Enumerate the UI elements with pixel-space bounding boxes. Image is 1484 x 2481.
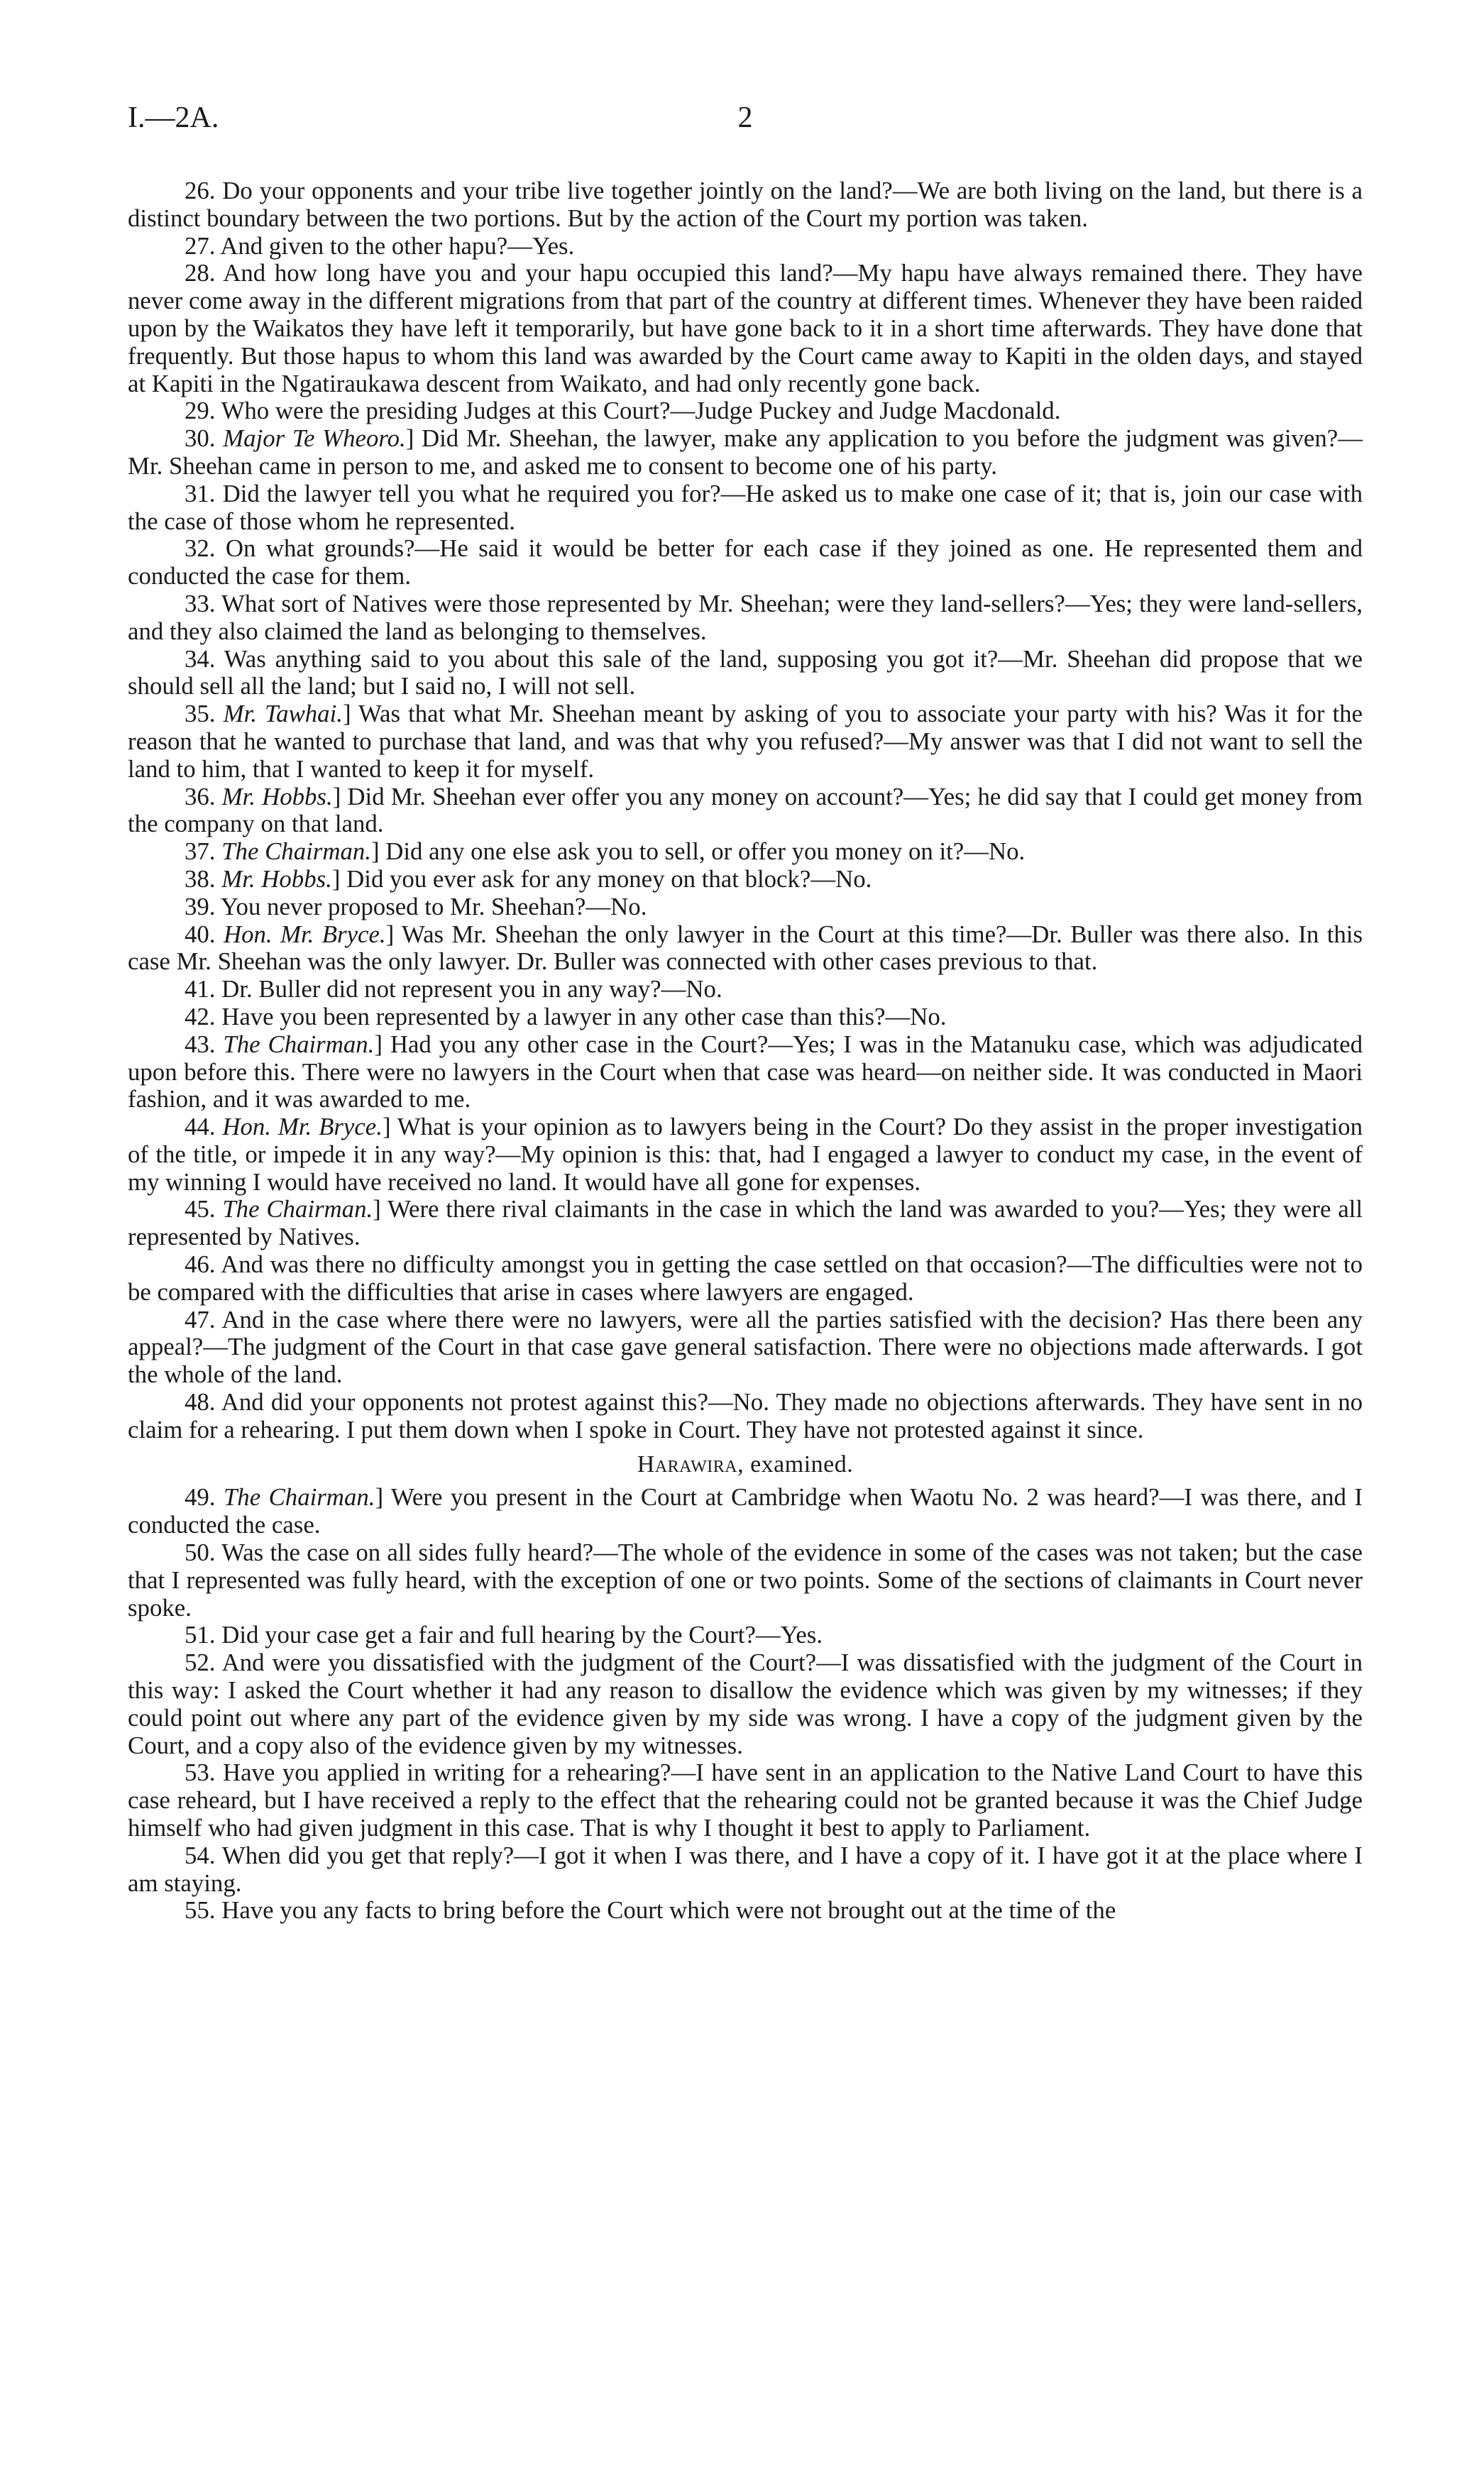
- speaker-bracket: ]: [342, 700, 358, 728]
- minutes-before-section: [128, 177, 1363, 1444]
- speaker-name: Mr. Hobbs.: [221, 782, 333, 810]
- question-paragraph: 54. When did you get that reply?—I got it when I was there, and I have a copy of it. I have got it at the place where I am staying.: [128, 1841, 1363, 1897]
- question-number: 36.: [185, 782, 222, 810]
- question-paragraph: [128, 425, 1363, 480]
- question-paragraph: 55. Have you any facts to bring before the Court which were not brought out at the time of the: [185, 1896, 1116, 1925]
- section-heading-suffix: , examined.: [737, 1451, 854, 1478]
- question-text: Were you present in the Court at Cambridge when Waotu No. 2 was heard?—I was there, and I conducted the case.: [128, 1483, 1363, 1539]
- question-text: Did Mr. Sheehan, the lawyer, make any application to you before the judgment was given?—Mr. Sheehan came in person to me, and asked me to consent to become one of his party.: [128, 424, 1363, 480]
- question-paragraph: 33. What sort of Natives were those represented by Mr. Sheehan; were they land-sellers?—Yes; they were land-sellers, and they also claimed the land as belonging to themselves.: [128, 589, 1363, 645]
- question-paragraph: [128, 700, 1363, 783]
- question-text: Were there rival claimants in the case in which the land was awarded to you?—Yes; they were all represented by Natives.: [128, 1195, 1363, 1251]
- question-paragraph: [128, 1031, 1363, 1113]
- question-text: Did any one else ask you to sell, or offer you money on it?—No.: [385, 837, 1026, 866]
- speaker-bracket: ]: [374, 1030, 390, 1058]
- question-paragraph: 29. Who were the presiding Judges at this Court?—Judge Puckey and Judge Macdonald.: [185, 397, 1061, 425]
- question-number: 30.: [185, 424, 224, 453]
- question-paragraph: [128, 838, 1363, 866]
- question-text: Did Mr. Sheehan ever offer you any money on account?—Yes; he did say that I could get money from the company on that land.: [128, 782, 1363, 838]
- witness-name: Harawira: [637, 1451, 738, 1478]
- document-reference: I.—2A.: [128, 101, 219, 134]
- speaker-name: Mr. Tawhai.: [223, 700, 343, 728]
- question-text: What is your opinion as to lawyers being in the Court? Do they assist in the proper investigation of the title, or impede it in any way?—My opinion is this: that, had I engaged a lawyer to conduct my case, in the event of my winning I would have received no land. It would have all gone for expenses.: [128, 1113, 1363, 1196]
- question-paragraph: 42. Have you been represented by a lawyer in any other case than this?—No.: [185, 1002, 947, 1030]
- page-number: 2: [737, 101, 753, 134]
- question-text: Was Mr. Sheehan the only lawyer in the Court at this time?—Dr. Buller was there also. In this case Mr. Sheehan was the only lawyer. Dr. Buller was connected with other cases previous to that.: [128, 920, 1363, 976]
- speaker-bracket: ]: [385, 920, 402, 948]
- section-heading: [128, 1451, 1363, 1479]
- question-paragraph: [128, 1196, 1363, 1251]
- question-paragraph: 32. On what grounds?—He said it would be better for each case if they joined as one. He represented them and conducted the case for them.: [128, 534, 1363, 590]
- question-text: Was that what Mr. Sheehan meant by asking of you to associate your party with his? Was it for the reason that he wanted to purchase that land, and was that why you refused?—My answer was that I did not want to sell the land to him, that I wanted to keep it for myself.: [128, 700, 1363, 783]
- question-paragraph: [128, 866, 1363, 893]
- question-paragraph: [128, 1484, 1363, 1539]
- page-header: [128, 101, 1363, 143]
- speaker-name: The Chairman.: [223, 1483, 375, 1512]
- question-text: Did you ever ask for any money on that block?—No.: [346, 864, 872, 893]
- question-paragraph: 50. Was the case on all sides fully heard?—The whole of the evidence in some of the cases was not taken; but the case that I represented was fully heard, with the exception of one or two points. Some of the sections of claimants in Court never spoke.: [128, 1539, 1363, 1622]
- speaker-bracket: ]: [332, 782, 348, 810]
- question-paragraph: 46. And was there no difficulty amongst you in getting the case settled on that occasion?—The difficulties were not to be compared with the difficulties that arise in cases where lawyers are engaged.: [128, 1250, 1363, 1306]
- minutes-after-section: [128, 1484, 1363, 1925]
- speaker-name: Hon. Mr. Bryce.: [223, 920, 386, 948]
- question-number: 45.: [185, 1195, 223, 1223]
- question-paragraph: 27. And given to the other hapu?—Yes.: [185, 231, 575, 260]
- question-number: 49.: [185, 1483, 224, 1512]
- speaker-bracket: ]: [382, 1113, 397, 1141]
- question-number: 35.: [185, 700, 224, 728]
- question-paragraph: 28. And how long have you and your hapu occupied this land?—My hapu have always remained there. They have never come away in the different migrations from that part of the country at different times. Whenever they have been raided upon by the Waikatos they have left it temporarily, but have gone back to it in a short time afterwards. They have done that frequently. But those hapus to whom this land was awarded by the Court came away to Kapiti in the olden days, and stayed at Kapiti in the Ngatiraukawa descent from Waikato, and had only recently gone back.: [128, 259, 1363, 397]
- question-paragraph: 52. And were you dissatisfied with the judgment of the Court?—I was dissatisfied with the judgment of the Court in this way: I asked the Court whether it had any reason to disallow the evidence which was given by my witnesses; if they could point out where any part of the evidence given by my side was wrong. I have a copy of the judgment given by the Court, and a copy also of the evidence given by my witnesses.: [128, 1649, 1363, 1759]
- question-paragraph: [128, 921, 1363, 977]
- speaker-name: The Chairman.: [223, 1030, 375, 1058]
- question-paragraph: 41. Dr. Buller did not represent you in any way?—No.: [185, 975, 722, 1003]
- question-number: 38.: [185, 864, 222, 893]
- speaker-name: The Chairman.: [221, 837, 371, 866]
- question-text: Had you any other case in the Court?—Yes; I was in the Matanuku case, which was adjudicated upon before this. There were no lawyers in the Court when that case was heard—on neither side. It was conducted in Maori fashion, and it was awarded to me.: [128, 1030, 1363, 1113]
- document-body: [128, 177, 1363, 1925]
- question-number: 44.: [185, 1113, 223, 1141]
- question-paragraph: 39. You never proposed to Mr. Sheehan?—No.: [185, 892, 647, 920]
- speaker-bracket: ]: [405, 424, 422, 453]
- question-number: 43.: [185, 1030, 224, 1058]
- speaker-bracket: ]: [331, 864, 347, 893]
- speaker-name: The Chairman.: [222, 1195, 373, 1223]
- speaker-name: Mr. Hobbs.: [221, 864, 332, 893]
- question-paragraph: 51. Did your case get a fair and full hearing by the Court?—Yes.: [185, 1621, 823, 1649]
- speaker-bracket: ]: [370, 837, 386, 866]
- question-paragraph: 31. Did the lawyer tell you what he required you for?—He asked us to make one case of it; that is, join our case with the case of those whom he represented.: [128, 479, 1363, 535]
- question-paragraph: 26. Do your opponents and your tribe live together jointly on the land?—We are both living on the land, but there is a distinct boundary between the two portions. But by the action of the Court my portion was taken.: [128, 177, 1363, 232]
- question-paragraph: 34. Was anything said to you about this sale of the land, supposing you got it?—Mr. Sheehan did propose that we should sell all the land; but I said no, I will not sell.: [128, 644, 1363, 700]
- question-paragraph: 53. Have you applied in writing for a rehearing?—I have sent in an application to the Native Land Court to have this case reheard, but I have received a reply to the effect that the rehearing could not be granted because it was the Chief Judge himself who had given judgment in this case. That is why I thought it best to apply to Parliament.: [128, 1759, 1363, 1842]
- question-paragraph: [128, 1113, 1363, 1196]
- question-paragraph: 48. And did your opponents not protest against this?—No. They made no objections afterwards. They have sent in no claim for a rehearing. I put them down when I spoke in Court. They have not protested against it since.: [128, 1388, 1363, 1443]
- speaker-bracket: ]: [373, 1195, 388, 1223]
- speaker-bracket: ]: [375, 1483, 391, 1512]
- question-paragraph: [128, 783, 1363, 839]
- question-number: 40.: [185, 920, 224, 948]
- question-number: 37.: [185, 837, 222, 866]
- speaker-name: Hon. Mr. Bryce.: [222, 1113, 383, 1141]
- speaker-name: Major Te Wheoro.: [223, 424, 406, 453]
- question-paragraph: 47. And in the case where there were no lawyers, were all the parties satisfied with the decision? Has there been any appeal?—The judgment of the Court in that case gave general satisfaction. There were no objections made afterwards. I got the whole of the land.: [128, 1305, 1363, 1389]
